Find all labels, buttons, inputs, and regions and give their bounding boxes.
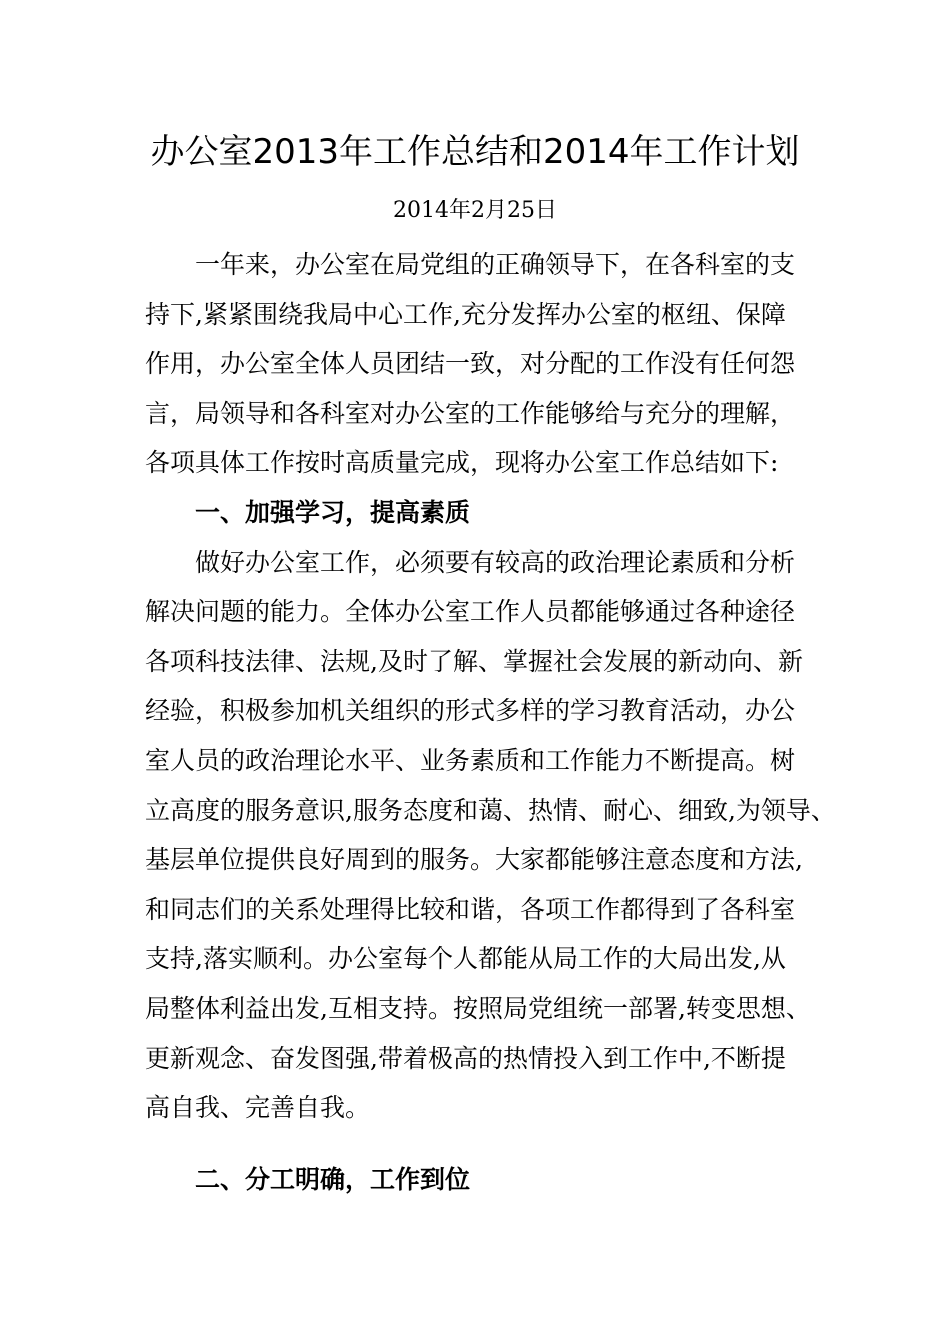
paragraph-line: 支持,落实顺利。办公室每个人都能从局工作的大局出发,从 [145,944,786,974]
document-body [145,240,836,1204]
paragraph-line: 言，局领导和各科室对办公室的工作能够给与充分的理解， [145,398,796,428]
section1-paragraph [145,538,836,1133]
paragraph-line: 一年来，办公室在局党组的正确领导下，在各科室的支 [195,250,796,279]
document-title: 办公室2013年工作总结和2014年工作计划 [150,132,800,172]
section-heading-2: 二、分工明确，工作到位 [195,1164,471,1194]
paragraph-line: 各项具体工作按时高质量完成，现将办公室工作总结如下: [145,448,779,478]
paragraph-line: 基层单位提供良好周到的服务。大家都能够注意态度和方法, [145,845,803,875]
paragraph-line: 持下,紧紧围绕我局中心工作,充分发挥办公室的枢纽、保障 [145,299,786,329]
section-heading-1: 一、加强学习，提高素质 [195,497,471,527]
document-date: 2014年2月25日 [393,198,557,223]
paragraph-line: 立高度的服务意识,服务态度和蔼、热情、耐心、细致,为领导、 [145,795,836,825]
paragraph-line: 各项科技法律、法规,及时了解、掌握社会发展的新动向、新 [145,646,803,676]
paragraph-line: 解决问题的能力。全体办公室工作人员都能够通过各种途径 [145,597,796,627]
paragraph-line: 作用，办公室全体人员团结一致，对分配的工作没有任何怨 [145,349,796,379]
paragraph-line: 和同志们的关系处理得比较和谐，各项工作都得到了各科室 [145,894,796,924]
paragraph-line: 室人员的政治理论水平、业务素质和工作能力不断提高。树 [145,745,796,775]
paragraph-line: 高自我、完善自我。 [145,1093,371,1123]
intro-paragraph [145,240,825,488]
paragraph-line: 做好办公室工作，必须要有较高的政治理论素质和分析 [195,547,796,577]
section-spacer [145,1133,825,1155]
paragraph-line: 局整体利益出发,互相支持。按照局党组统一部署,转变思想、 [145,993,811,1023]
paragraph-line: 经验，积极参加机关组织的形式多样的学习教育活动，办公 [145,696,796,726]
paragraph-line: 更新观念、奋发图强,带着极高的热情投入到工作中,不断提 [145,1043,786,1073]
